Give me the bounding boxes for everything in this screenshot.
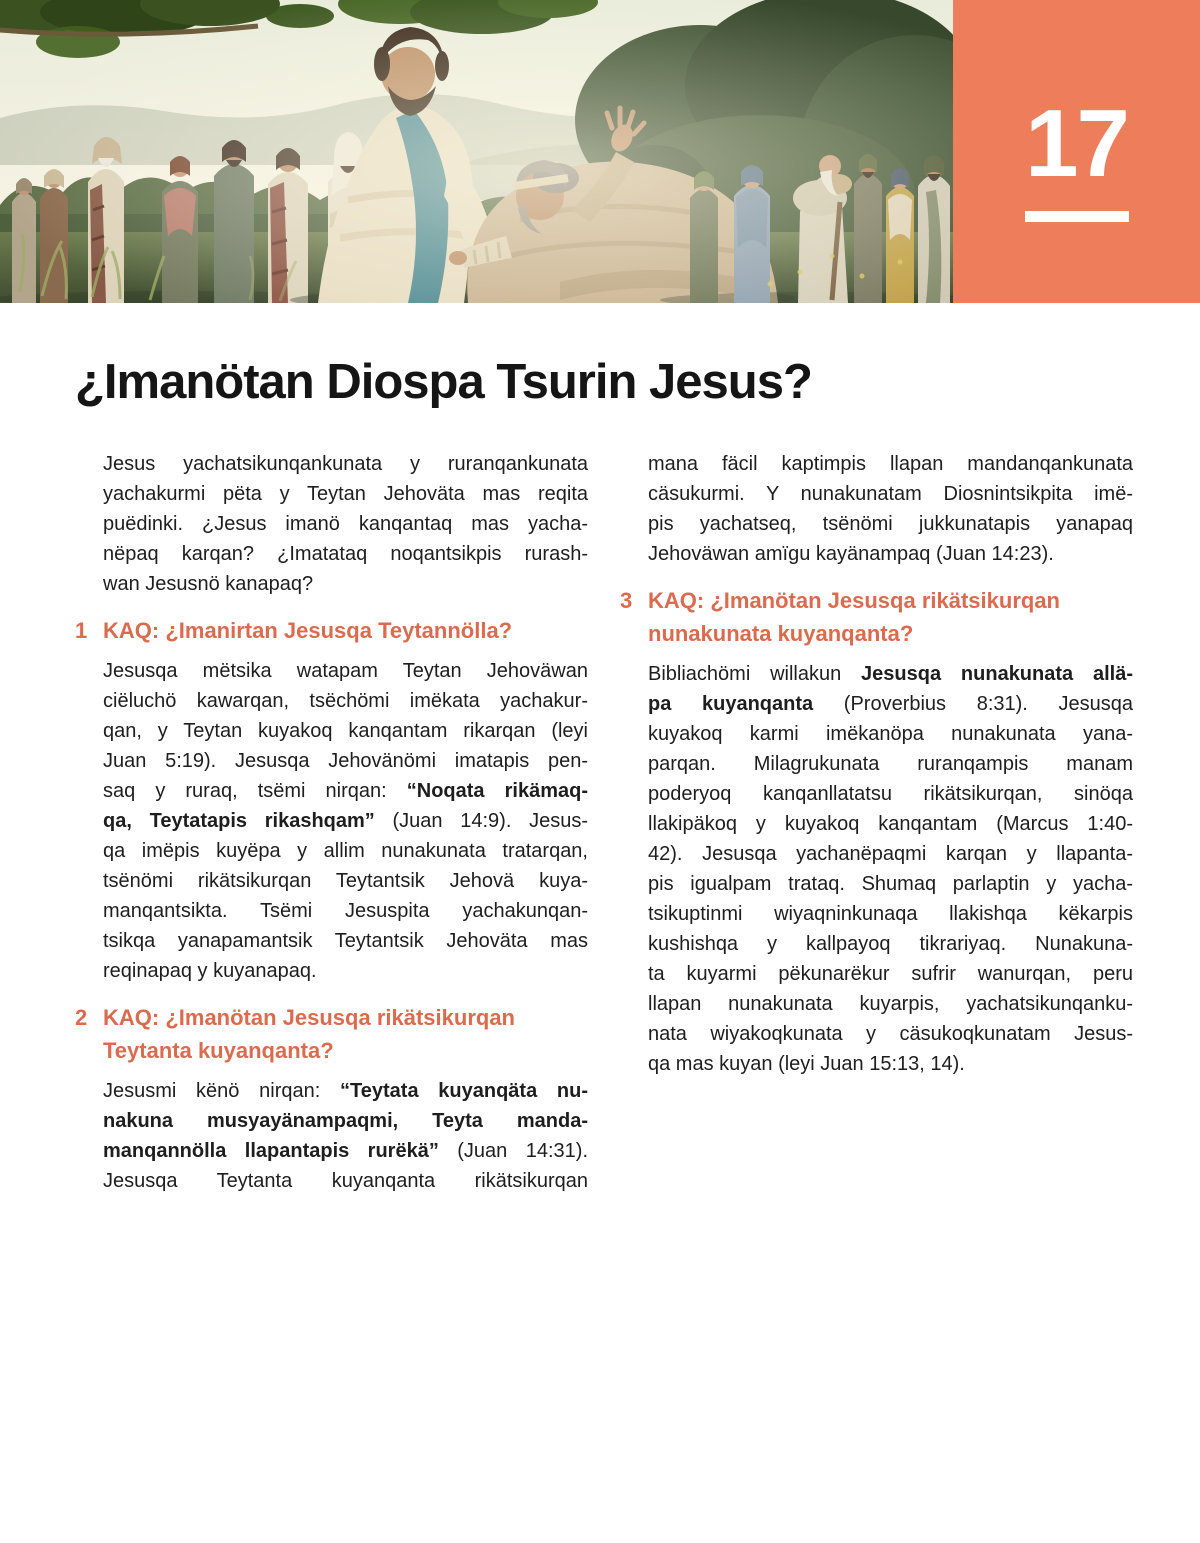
page-title: ¿Imanötan Diospa Tsurin Jesus? <box>75 355 812 409</box>
hero-photo-illustration <box>0 0 953 303</box>
column-right <box>620 449 1133 1196</box>
question-2-text: KAQ: ¿Imanötan Jesusqa rikätsikurqan Teytanta kuyanqanta? <box>103 1004 515 1063</box>
chapter-underline <box>1025 211 1129 222</box>
column-left <box>75 449 588 1196</box>
paragraph-2: Jesusmi kënö nirqan: “Teytata kuyanqäta nu- nakuna musyayänampaqmi, Teyta manda- manqannölla llapantapis rurëkä” (Juan 14:31). Jesusqa Teytanta kuyanqanta rikätsikurqan <box>103 1079 588 1192</box>
chapter-number: 17 <box>1025 89 1128 197</box>
paragraph-3: Bibliachömi willakun Jesusqa nunakunata allä- pa kuyanqanta (Proverbius 8:31). Jesusqa kuyakoq karmi imëkanöpa nunakunata yana- parqan. Milagrukunata ruranqampis manam poderyoq kanqanllatatsu rikätsikurqan, sinöqa llakipäkoq y kuyakoq kanqantam (Marcus 1:40- 42). Jesusqa yachanëpaqmi karqan y llapanta- pis igualpam trataq. Shumaq parlaptin y yacha- tsikuptinmi wiyaqninkunaqa llakishqa këkarpis kushishqa y kallpayoq tikrariyaq. Nunakuna- ta kuyarmi pëkunarëkur sufrir wanurqan, peru llapan nunakunata kuyarpis, yachatsikunqanku- nata wiyakoqkunata y cäsukoqkunatam Jesus- qa mas kuyan (leyi Juan 15:13, 14). <box>648 662 1133 1075</box>
chapter-number-badge <box>953 0 1200 303</box>
paragraph-1: Jesusqa mëtsika watapam Teytan Jehoväwan ciëluchö kawarqan, tsëchömi imëkata yachakur- qan, y Teytan kuyakoq kanqantam rikarqan (leyi Juan 5:19). Jesusqa Jehovänömi imatapis pen- saq y ruraq, tsëmi nirqan: “Noqata rikämaq- qa, Teytatapis rikashqam” (Juan 14:9). Jesus- qa imëpis kuyëpa y allim nunakunata tratarqan, tsënömi rikätsikurqan Teytantsik Jehovä kuya- manqantsikta. Tsëmi Jesuspita yachakunqan- tsikqa yanapamantsik Teytantsik Jehoväta mas reqinapaq y kuyanapaq. <box>103 659 589 982</box>
question-1-heading <box>75 614 588 647</box>
page-header <box>0 0 1200 303</box>
question-3-heading <box>620 584 1133 650</box>
hero-photo <box>0 0 953 303</box>
question-1-number: 1 <box>75 617 88 643</box>
article-body <box>75 449 1133 1196</box>
question-2-heading <box>75 1001 588 1067</box>
question-2-number: 2 <box>75 1004 88 1030</box>
continuation-paragraph: mana fäcil kaptimpis llapan mandanqankunata cäsukurmi. Y nunakunatam Diosnintsikpita imë- pis yachatseq, tsënömi jukkunatapis yanapaq Jehoväwan amïgu kayänampaq (Juan 14:23). <box>648 452 1133 565</box>
question-3-text: KAQ: ¿Imanötan Jesusqa rikätsikurqan nunakunata kuyanqanta? <box>648 587 1060 646</box>
question-1-text: KAQ: ¿Imanirtan Jesusqa Teytannölla? <box>103 617 513 643</box>
question-3-number: 3 <box>620 587 633 613</box>
intro-paragraph: Jesus yachatsikunqankunata y ruranqankunata yachakurmi pëta y Teytan Jehoväta mas reqita puëdinki. ¿Jesus imanö kanqantaq mas yacha- nëpaq karqan? ¿Imatataq noqantsikpis rurash- wan Jesusnö kanapaq? <box>103 452 588 595</box>
